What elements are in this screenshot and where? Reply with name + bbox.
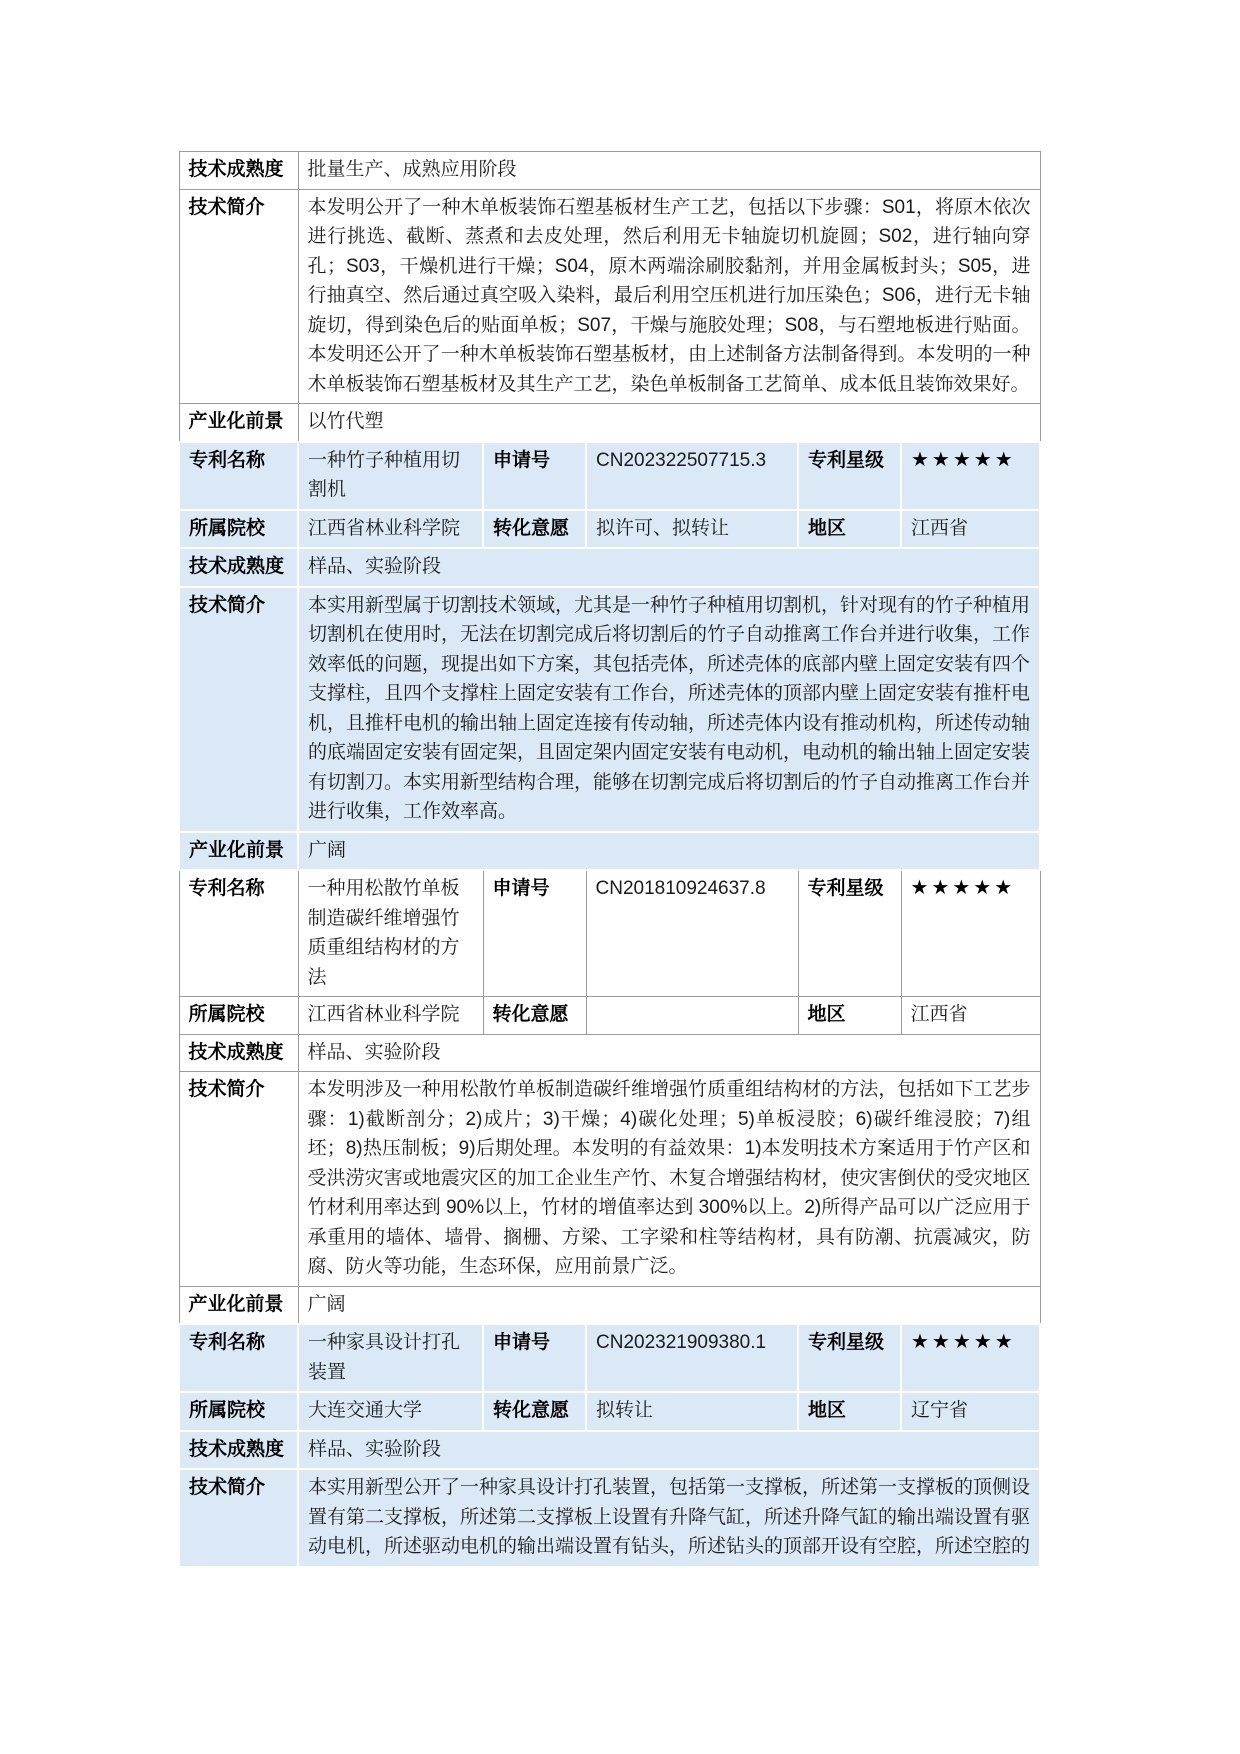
field-label: 技术成熟度 xyxy=(179,548,298,587)
institution-value: 大连交通大学 xyxy=(298,1392,483,1431)
table-row-tech-intro xyxy=(179,587,1040,832)
star-rating: ★★★★★ xyxy=(901,442,1040,510)
table-row-patent-name xyxy=(179,1324,1040,1392)
field-label: 技术简介 xyxy=(179,1469,298,1567)
table-row-institution xyxy=(179,1392,1040,1431)
application-number-value: CN202322507715.3 xyxy=(586,442,798,510)
field-label: 专利名称 xyxy=(179,870,298,997)
field-label: 申请号 xyxy=(483,1324,586,1392)
field-label: 专利星级 xyxy=(798,1324,901,1392)
patent-info-table xyxy=(178,151,1041,1568)
table-row-industry-prospect xyxy=(179,404,1040,442)
region-value: 江西省 xyxy=(901,997,1040,1035)
star-rating: ★★★★★ xyxy=(901,870,1040,997)
field-label: 专利名称 xyxy=(179,442,298,510)
application-number-value: CN201810924637.8 xyxy=(586,870,798,997)
patent-name-value: 一种家具设计打孔装置 xyxy=(298,1324,483,1392)
table-row-tech-intro xyxy=(179,1469,1040,1567)
tech-maturity-value: 样品、实验阶段 xyxy=(298,1431,1040,1470)
field-label: 产业化前景 xyxy=(179,404,298,442)
tech-intro-value: 本实用新型属于切割技术领域，尤其是一种竹子种植用切割机，针对现有的竹子种植用切割机在使用时，无法在切割完成后将切割后的竹子自动推离工作台并进行收集，工作效率低的问题，现提出如下方案，其包括壳体，所述壳体的底部内壁上固定安装有四个支撑柱，且四个支撑柱上固定安装有工作台，所述壳体的顶部内壁上固定安装有推杆电机，且推杆电机的输出轴上固定连接有传动轴，所述壳体内设有推动机构，所述传动轴的底端固定安装有固定架，且固定架内固定安装有电动机，电动机的输出轴上固定安装有切割刀。本实用新型结构合理，能够在切割完成后将切割后的竹子自动推离工作台并进行收集，工作效率高。 xyxy=(298,587,1040,832)
tech-intro-value: 本实用新型公开了一种家具设计打孔装置，包括第一支撑板，所述第一支撑板的顶侧设置有第二支撑板，所述第二支撑板上设置有升降气缸，所述升降气缸的输出端设置有驱动电机，所述驱动电机的输出端设置有钻头，所述钻头的顶部开设有空腔，所述空腔的 xyxy=(298,1469,1040,1567)
field-label: 产业化前景 xyxy=(179,832,298,871)
field-label: 专利星级 xyxy=(798,870,901,997)
tech-maturity-value: 样品、实验阶段 xyxy=(298,1034,1040,1072)
field-label: 技术简介 xyxy=(179,587,298,832)
table-row-tech-intro xyxy=(179,189,1040,404)
table-row-tech-maturity xyxy=(179,1034,1040,1072)
application-number-value: CN202321909380.1 xyxy=(586,1324,798,1392)
tech-maturity-value: 批量生产、成熟应用阶段 xyxy=(298,152,1040,190)
field-label: 转化意愿 xyxy=(483,997,586,1035)
table-row-tech-maturity xyxy=(179,1431,1040,1470)
tech-intro-value: 本发明涉及一种用松散竹单板制造碳纤维增强竹质重组结构材的方法，包括如下工艺步骤：1)截断剖分；2)成片；3)干燥；4)碳化处理；5)单板浸胶；6)碳纤维浸胶；7)组坯；8)热压制板；9)后期处理。本发明的有益效果：1)本发明技术方案适用于竹产区和受洪涝灾害或地震灾区的加工企业生产竹、木复合增强结构材，使灾害倒伏的受灾地区竹材利用率达到 90%以上，竹材的增值率达到 300%以上。2)所得产品可以广泛应用于承重用的墙体、墙骨、搁栅、方梁、工字梁和柱等结构材，具有防潮、抗震减灾，防腐、防火等功能，生态环保，应用前景广泛。 xyxy=(298,1072,1040,1287)
transfer-intent-value: 拟许可、拟转让 xyxy=(586,510,798,549)
field-label: 技术成熟度 xyxy=(179,1431,298,1470)
field-label: 所属院校 xyxy=(179,997,298,1035)
field-label: 技术成熟度 xyxy=(179,1034,298,1072)
region-value: 江西省 xyxy=(901,510,1040,549)
table-row-patent-name xyxy=(179,442,1040,510)
transfer-intent-value xyxy=(586,997,798,1035)
field-label: 转化意愿 xyxy=(483,510,586,549)
star-rating: ★★★★★ xyxy=(901,1324,1040,1392)
table-row-institution xyxy=(179,510,1040,549)
transfer-intent-value: 拟转让 xyxy=(586,1392,798,1431)
field-label: 地区 xyxy=(798,1392,901,1431)
field-label: 地区 xyxy=(798,510,901,549)
field-label: 转化意愿 xyxy=(483,1392,586,1431)
table-row-tech-intro xyxy=(179,1072,1040,1287)
table-row-patent-name xyxy=(179,870,1040,997)
field-label: 专利名称 xyxy=(179,1324,298,1392)
field-label: 产业化前景 xyxy=(179,1286,298,1324)
field-label: 所属院校 xyxy=(179,1392,298,1431)
industry-prospect-value: 广阔 xyxy=(298,1286,1040,1324)
table-row-tech-maturity xyxy=(179,548,1040,587)
field-label: 申请号 xyxy=(483,442,586,510)
field-label: 技术简介 xyxy=(179,1072,298,1287)
field-label: 所属院校 xyxy=(179,510,298,549)
institution-value: 江西省林业科学院 xyxy=(298,997,483,1035)
institution-value: 江西省林业科学院 xyxy=(298,510,483,549)
patent-name-value: 一种竹子种植用切割机 xyxy=(298,442,483,510)
table-row-industry-prospect xyxy=(179,832,1040,871)
field-label: 技术简介 xyxy=(179,189,298,404)
industry-prospect-value: 广阔 xyxy=(298,832,1040,871)
field-label: 地区 xyxy=(798,997,901,1035)
field-label: 技术成熟度 xyxy=(179,152,298,190)
table-row-tech-maturity xyxy=(179,152,1040,190)
field-label: 专利星级 xyxy=(798,442,901,510)
patent-name-value: 一种用松散竹单板制造碳纤维增强竹质重组结构材的方法 xyxy=(298,870,483,997)
region-value: 辽宁省 xyxy=(901,1392,1040,1431)
table-row-industry-prospect xyxy=(179,1286,1040,1324)
field-label: 申请号 xyxy=(483,870,586,997)
industry-prospect-value: 以竹代塑 xyxy=(298,404,1040,442)
table-row-institution xyxy=(179,997,1040,1035)
patent-table-container xyxy=(178,151,1039,1568)
tech-maturity-value: 样品、实验阶段 xyxy=(298,548,1040,587)
tech-intro-value: 本发明公开了一种木单板装饰石塑基板材生产工艺，包括以下步骤：S01，将原木依次进行挑选、截断、蒸煮和去皮处理，然后利用无卡轴旋切机旋圆；S02，进行轴向穿孔；S03，干燥机进行干燥；S04，原木两端涂刷胶黏剂，并用金属板封头；S05，进行抽真空、然后通过真空吸入染料，最后利用空压机进行加压染色；S06，进行无卡轴旋切，得到染色后的贴面单板；S07，干燥与施胶处理；S08，与石塑地板进行贴面。本发明还公开了一种木单板装饰石塑基板材，由上述制备方法制备得到。本发明的一种木单板装饰石塑基板材及其生产工艺，染色单板制备工艺简单、成本低且装饰效果好。 xyxy=(298,189,1040,404)
